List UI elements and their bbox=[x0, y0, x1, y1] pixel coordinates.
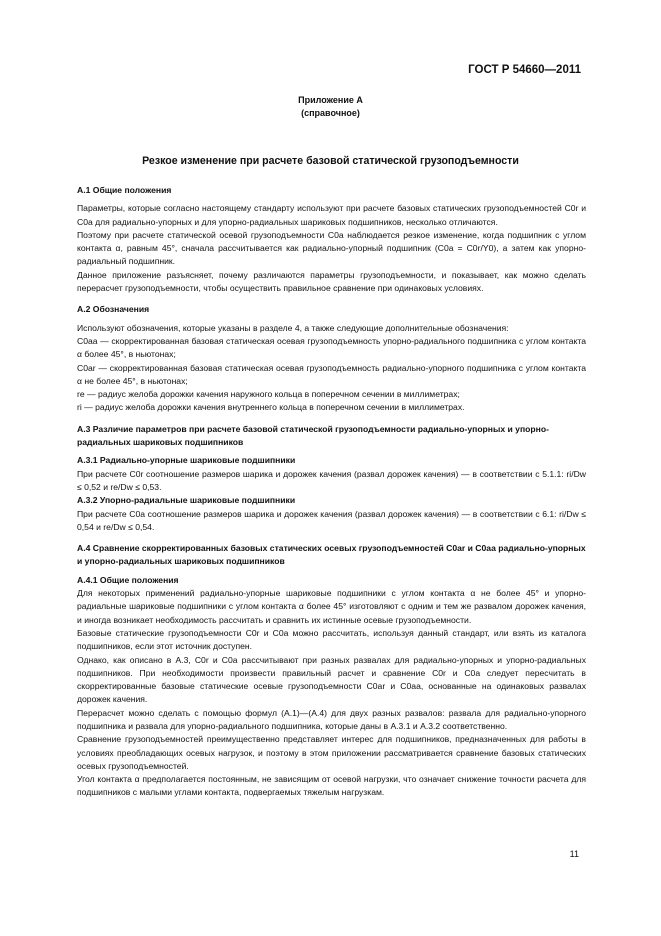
document-id: ГОСТ Р 54660—2011 bbox=[468, 64, 581, 76]
document-body bbox=[77, 184, 586, 800]
appendix-heading: Резкое изменение при расчете базовой статической грузоподъемности bbox=[142, 155, 519, 167]
section-heading-a1: А.1 Общие положения bbox=[77, 185, 172, 195]
appendix-title: Приложение А bbox=[298, 95, 363, 105]
paragraph: Угол контакта α предполагается постоянным, не зависящим от осевой нагрузки, что означает снижение точности расчета для подшипников с малыми углами контакта, подвергаемых тяжелым нагрузкам. bbox=[77, 774, 586, 798]
section-heading-a3: А.3 Различие параметров при расчете базовой статической грузоподъемности радиально-упорных и упорно-радиальных шариковых подшипников bbox=[77, 423, 549, 448]
section-heading-a4: А.4 Сравнение скорректированных базовых статических осевых грузоподъемностей C0ar и C0aa радиально-упорных и упорно-радиальных шариковых подшипников bbox=[77, 543, 586, 567]
definition: C0ar — скорректированная базовая статическая осевая грузоподъемность радиально-упорного подшипника с углом контакта α не более 45°, в ньютонах; bbox=[77, 362, 586, 386]
paragraph: Поэтому при расчете статической осевой грузоподъемности C0a наблюдается резкое изменение, когда подшипник с углом контакта α, равным 45°, сначала рассчитывается как радиально-упорный подшипник (C0a = C0r/Y0), а затем как упорно-радиальный подшипник. bbox=[77, 229, 586, 267]
page-number: 11 bbox=[569, 849, 579, 859]
paragraph: Базовые статические грузоподъемности C0r и C0a можно рассчитать, используя данный стандарт, или взять из каталога подшипников, если этот источник доступен. bbox=[77, 627, 586, 652]
section-heading-a3-2: А.3.2 Упорно-радиальные шариковые подшипники bbox=[77, 495, 296, 506]
paragraph: Параметры, которые согласно настоящему стандарту используют при расчете базовых статических грузоподъемностей C0r и C0a для радиально-упорных и для упорно-радиальных шариковых подшипников, несколько отличаются. bbox=[77, 203, 586, 227]
paragraph: При расчете C0a соотношение размеров шарика и дорожек качения (развал дорожек качения) — в соответствии с 6.1: ri/Dw ≤ 0,54 и re/Dw ≤ 0,54. bbox=[77, 508, 586, 532]
appendix-status: (справочное) bbox=[301, 108, 360, 118]
section-heading-a2: А.2 Обозначения bbox=[77, 304, 150, 315]
definition: C0aa — скорректированная базовая статическая осевая грузоподъемность упорно-радиального подшипника с углом контакта α более 45°, в ньютонах; bbox=[77, 335, 586, 360]
section-heading-a3-1: А.3.1 Радиально-упорные шариковые подшипники bbox=[77, 455, 296, 466]
paragraph: Используют обозначения, которые указаны в разделе 4, а также следующие дополнительные обозначения: bbox=[77, 322, 509, 333]
paragraph: Для некоторых применений радиально-упорные шариковые подшипники с углом контакта α не более 45° и упорно-радиальные шариковые подшипники с углом контакта α более 45° изготовляют с одним и тем же развалом дорожек качения, и иногда возникает необходимость рассчитать и сравнить их истинные осевые грузоподъемности. bbox=[77, 588, 586, 625]
definition: re — радиус желоба дорожки качения наружного кольца в поперечном сечении в миллиметрах; bbox=[77, 389, 460, 400]
paragraph: Данное приложение разъясняет, почему различаются параметры грузоподъемности, и показывает, как можно сделать перерасчет грузоподъемности, чтобы осуществить правильное сравнение при одинаковых условиях. bbox=[77, 269, 586, 294]
appendix-label bbox=[0, 94, 661, 120]
paragraph: При расчете C0r соотношение размеров шарика и дорожек качения (развал дорожек качения) — в соответствии с 5.1.1: ri/Dw ≤ 0,52 и re/Dw ≤ 0,53. bbox=[77, 468, 586, 492]
section-heading-a4-1: А.4.1 Общие положения bbox=[77, 574, 179, 585]
definition: ri — радиус желоба дорожки качения внутреннего кольца в поперечном сечении в миллиметрах. bbox=[77, 402, 465, 413]
paragraph: Перерасчет можно сделать с помощью формул (А.1)—(А.4) для двух разных развалов: развала для радиально-упорного подшипника и развала для упорно-радиального подшипника, которые даны в А.3.1 и А.3.2 соответственно. bbox=[77, 707, 586, 731]
paragraph: Сравнение грузоподъемностей преимущественно представляет интерес для подшипников, предназначенных для работы в условиях преобладающих осевых нагрузок, и поэтому в этом приложении рассматривается сравнение базовых статических осевых грузоподъемностей. bbox=[77, 734, 586, 771]
paragraph: Однако, как описано в А.3, C0r и C0a рассчитывают при разных развалах для радиально-упорных и упорно-радиальных подшипников. При необходимости произвести правильный расчет и сравнение C0r и C0a следует пересчитать в скорректированные базовые статические осевые грузоподъемности C0ar и C0aa, основанные на одинаковых развалах дорожек качения. bbox=[77, 654, 586, 705]
